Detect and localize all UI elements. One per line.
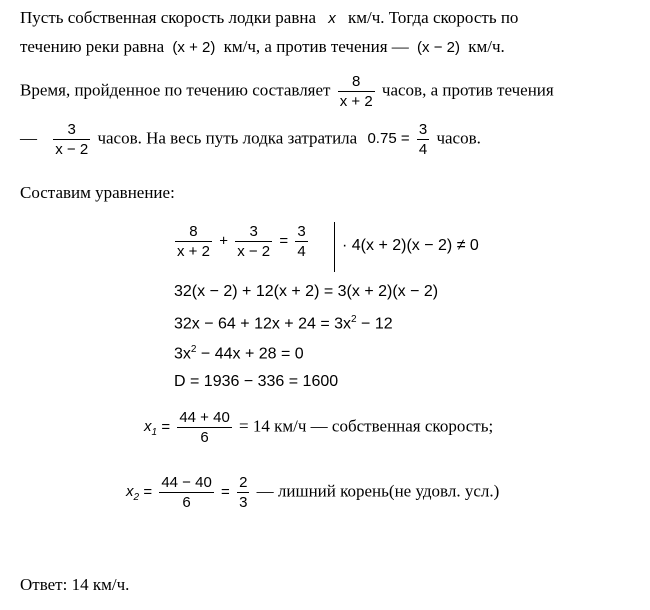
x1-equals: = — [161, 418, 171, 436]
time-text-3b: часов, а против течения — [381, 80, 554, 100]
answer: Ответ: 14 км/ч. — [20, 575, 130, 594]
eq-fraction-1: $\frac{8}{x + 2}$ — [177, 223, 210, 260]
x2-equals: = — [143, 483, 153, 501]
x2-equals-2: = — [221, 483, 230, 501]
x1-label: $x_1$ — [144, 418, 158, 439]
intro-line-2 — [20, 37, 505, 57]
root-x1 — [144, 408, 493, 447]
step-3: $3x^2 - 44x + 28 = 0$ — [174, 344, 304, 363]
step-1: 32(x − 2) + 12(x + 2) = 3(x + 2)(x − 2) — [174, 283, 439, 300]
dash: — — [20, 128, 37, 148]
time-text-4b: часов. На весь путь лодка затратила — [97, 128, 358, 148]
root-x2 — [126, 473, 499, 512]
plus-sign: + — [219, 232, 228, 250]
intro-text-2b: км/ч, а против течения — — [223, 37, 409, 56]
time-text-3a: Время, пройденное по течению составляет — [20, 80, 331, 100]
intro-text-2a: течению реки равна — [20, 37, 165, 56]
expr-x-plus-2: (x + 2) — [172, 39, 216, 56]
eq-fraction-3: $\frac{3}{4}$ — [297, 223, 306, 260]
eq-fraction-2: $\frac{3}{x - 2}$ — [237, 223, 271, 260]
intro-text-2c: км/ч. — [468, 37, 505, 56]
compose-heading: Составим уравнение: — [20, 183, 175, 202]
intro-text-1b: км/ч. Тогда скорость по — [348, 8, 519, 27]
x2-fraction: $\frac{44 - 40}{6}$ — [161, 474, 212, 511]
equals-sign: = — [279, 232, 289, 250]
variable-x: x — [328, 10, 336, 27]
x2-fraction-2: $\frac{2}{3}$ — [239, 474, 248, 511]
fraction-3-over-x-minus-2: $\frac{3}{x - 2}$ — [55, 121, 89, 158]
main-equation — [172, 222, 311, 261]
time-line-1 — [20, 72, 554, 111]
intro-line-1 — [20, 8, 518, 28]
time-text-4c: часов. — [436, 128, 481, 148]
multiplier: · 4(x + 2)(x − 2) ≠ 0 — [342, 237, 479, 254]
separator-bar — [334, 222, 335, 272]
x2-result: — лишний корень(не удовл. усл.) — [256, 481, 500, 501]
step-4-discriminant: D = 1936 − 336 = 1600 — [174, 373, 339, 390]
expr-x-minus-2: (x − 2) — [417, 39, 460, 56]
step-2: $32x - 64 + 12x + 24 = 3x^2 - 12$ — [174, 314, 393, 333]
intro-text-1a: Пусть собственная скорость лодки равна — [20, 8, 317, 27]
x1-result: = 14 км/ч — собственная скорость; — [239, 416, 494, 436]
decimal-value: 0.75 = — [367, 130, 410, 148]
fraction-8-over-x-plus-2: $\frac{8}{x + 2}$ — [339, 73, 373, 110]
fraction-3-over-4: $\frac{3}{4}$ — [418, 121, 428, 158]
x1-fraction: $\frac{44 + 40}{6}$ — [179, 409, 230, 446]
x2-label: $x_2$ — [126, 483, 140, 504]
time-line-2 — [20, 120, 481, 159]
